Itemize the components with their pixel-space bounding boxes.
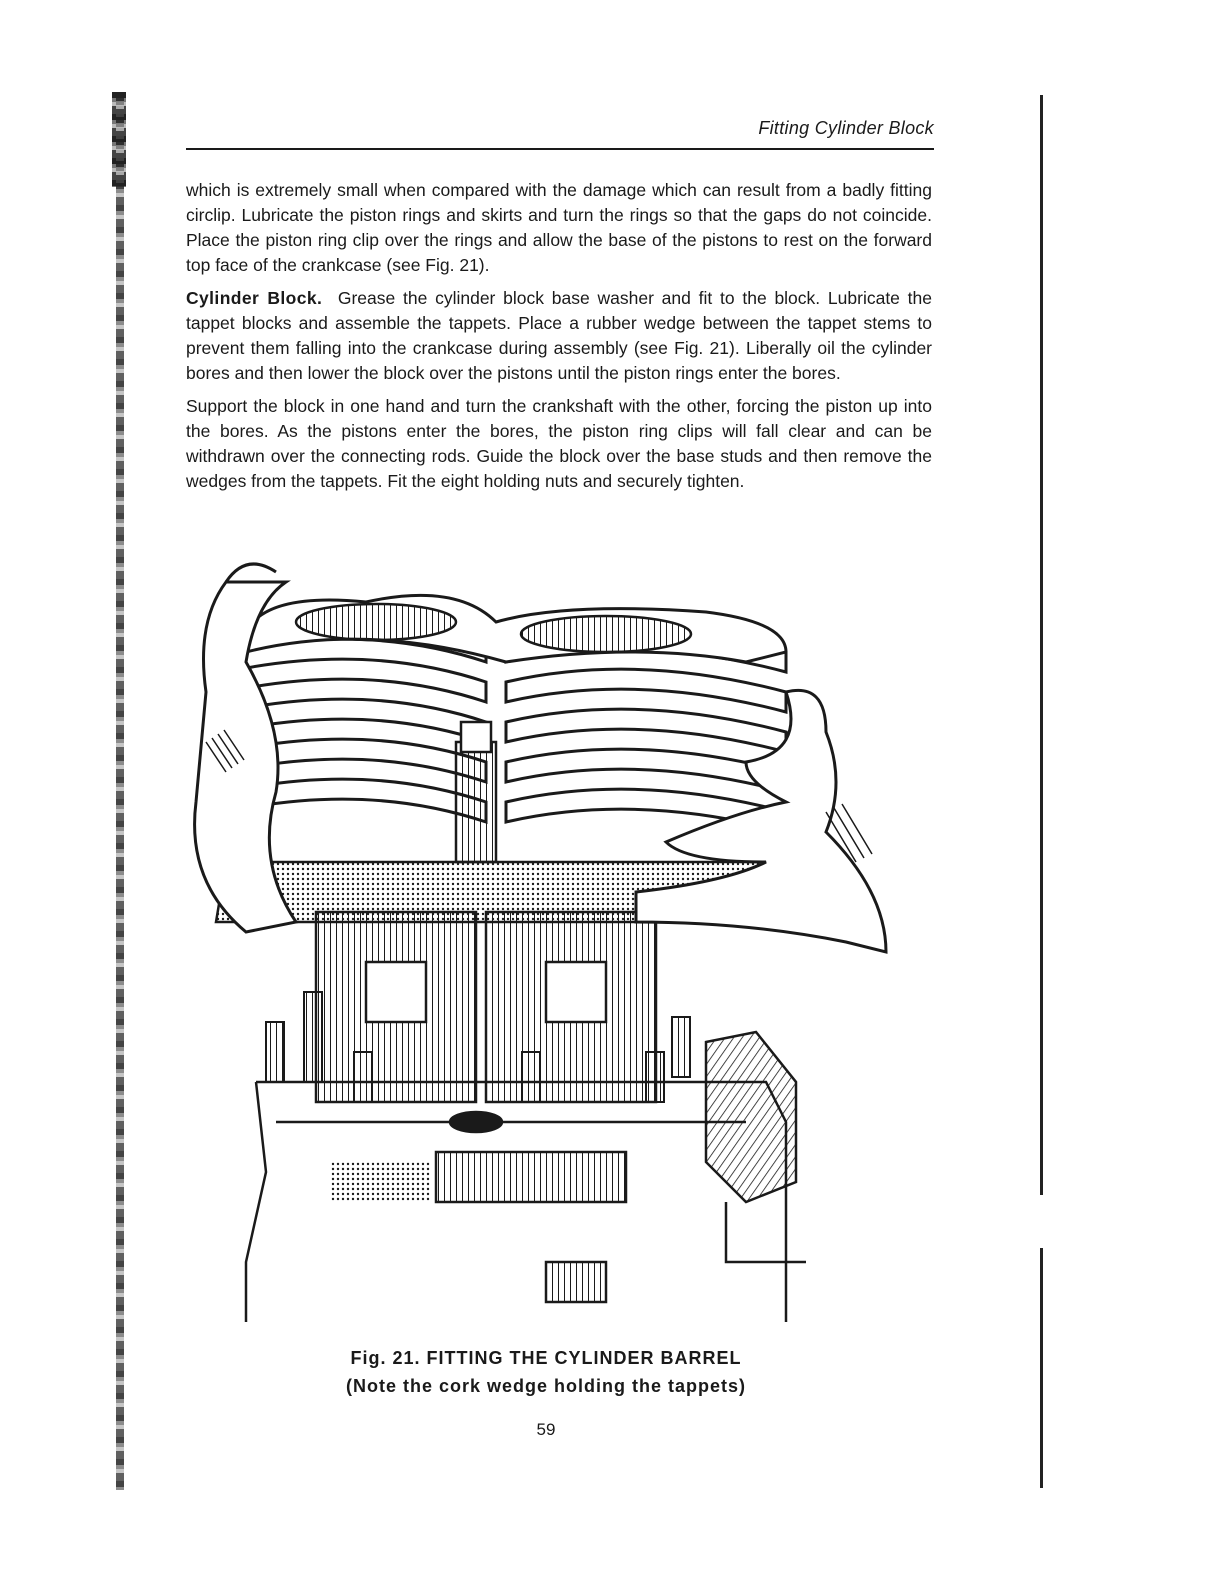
paragraph-3: Support the block in one hand and turn the crankshaft with the other, forcing the piston up into the bores. As the pistons enter the bores, the piston ring clips will fall clear and can be withdrawn over the connecting rods. Guide the block over the base studs and then remove the wedges from the tappets. Fit the eight holding nuts and securely tighten. bbox=[186, 396, 932, 491]
paragraph-1: which is extremely small when compared with the damage which can result from a badly fitting circlip. Lubricate the piston rings and skirts and turn the rings so that the gaps do not coincide. Place the piston ring clip over the rings and allow the base of the pistons to rest on the forward top face of the crankcase (see Fig. 21). bbox=[186, 180, 932, 275]
tappet-wedge bbox=[456, 722, 496, 862]
bore-right bbox=[521, 616, 691, 652]
paragraph-2-text: Grease the cylinder block base washer and fit to the block. Lubricate the tappet blocks and assemble the tappets. Place a rubber wedge between the tappet stems to prevent them falling into the crankcase during assembly (see Fig. 21). Liberally oil the cylinder bores and then lower the block over the pistons until the piston rings enter the bores. bbox=[186, 288, 932, 383]
caption-note: (Note the cork wedge holding the tappets) bbox=[345, 1376, 746, 1396]
figure-caption bbox=[186, 1344, 906, 1400]
page-number: 59 bbox=[536, 1420, 556, 1439]
running-head: Fitting Cylinder Block bbox=[758, 118, 934, 138]
caption-title: Fig. 21. FITTING THE CYLINDER BARREL bbox=[350, 1348, 742, 1368]
header-rule bbox=[186, 148, 934, 150]
scan-right-edge-lower bbox=[1040, 1248, 1043, 1488]
piston-skirts bbox=[316, 912, 656, 1132]
cylinder-barrel-illustration bbox=[186, 562, 906, 1332]
body-text bbox=[186, 178, 932, 502]
scan-right-edge bbox=[1040, 95, 1043, 1195]
paragraph-2 bbox=[186, 286, 932, 386]
section-heading-cylinder-block: Cylinder Block. bbox=[186, 288, 323, 308]
scan-binding-edge bbox=[116, 95, 124, 1490]
bore-left bbox=[296, 604, 456, 640]
